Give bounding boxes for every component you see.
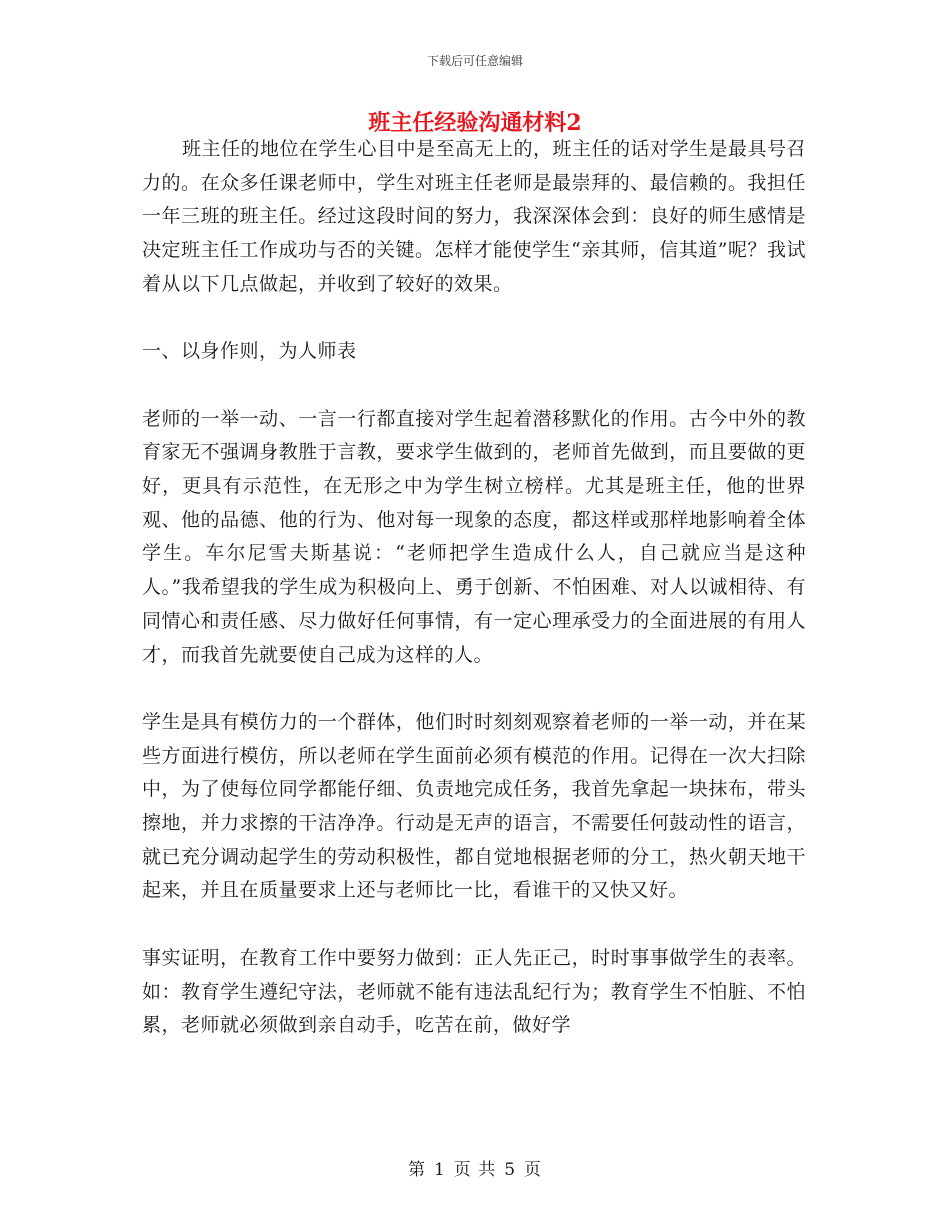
page-suffix: 页 — [524, 1160, 543, 1180]
page-mid: 页 共 — [453, 1160, 497, 1180]
page-footer — [0, 1155, 950, 1180]
page-prefix: 第 — [407, 1160, 426, 1180]
paragraph-body: 老师的一举一动、一言一行都直接对学生起着潜移默化的作用。古今中外的教育家无不强调身教胜于言教，要求学生做到的，老师首先做到，而且要做的更好，更具有示范性，在无形之中为学生树立榜样。尤其是班主任，他的世界观、他的品德、他的行为、他对每一现象的态度，都这样或那样地影响着全体学生。车尔尼雪夫斯基说：“老师把学生造成什么人，自己就应当是这种人。”我希望我的学生成为积极向上、勇于创新、不怕困难、对人以诚相待、有同情心和责任感、尽力做好任何事情，有一定心理承受力的全面进展的有用人才，而我首先就要使自己成为这样的人。 — [142, 407, 806, 666]
page-total: 5 — [504, 1160, 517, 1180]
document-title: 班主任经验沟通材料2 — [368, 110, 582, 136]
page-number: 1 — [433, 1160, 446, 1180]
paragraph-body: 学生是具有模仿力的一个群体，他们时时刻刻观察着老师的一举一动，并在某些方面进行模仿，所以老师在学生面前必须有模范的作用。记得在一次大扫除中，为了使每位同学都能仔细、负责地完成任务，我首先拿起一块抹布，带头擦地，并力求擦的干洁净净。行动是无声的语言，不需要任何鼓动性的语言，就已充分调动起学生的劳动积极性，都自觉地根据老师的分工，热火朝天地干起来，并且在质量要求上还与老师比一比，看谁干的又快又好。 — [142, 710, 806, 902]
section-heading: 一、以身作则，为人师表 — [142, 340, 357, 363]
header-note: 下载后可任意编辑 — [426, 54, 523, 68]
document-body — [142, 133, 806, 1043]
paragraph-intro: 班主任的地位在学生心目中是至高无上的，班主任的话对学生是最具号召力的。在众多任课老师中，学生对班主任老师是最崇拜的、最信赖的。我担任一年三班的班主任。经过这段时间的努力，我深深体会到：良好的师生感情是决定班主任工作成功与否的关键。怎样才能使学生“亲其师，信其道”呢？我试着从以下几点做起，并收到了较好的效果。 — [142, 138, 807, 295]
paragraph-body: 事实证明，在教育工作中要努力做到：正人先正己，时时事事做学生的表率。如：教育学生遵纪守法，老师就不能有违法乱纪行为；教育学生不怕脏、不怕累，老师就必须做到亲自动手，吃苦在前，做好学 — [142, 946, 806, 1037]
